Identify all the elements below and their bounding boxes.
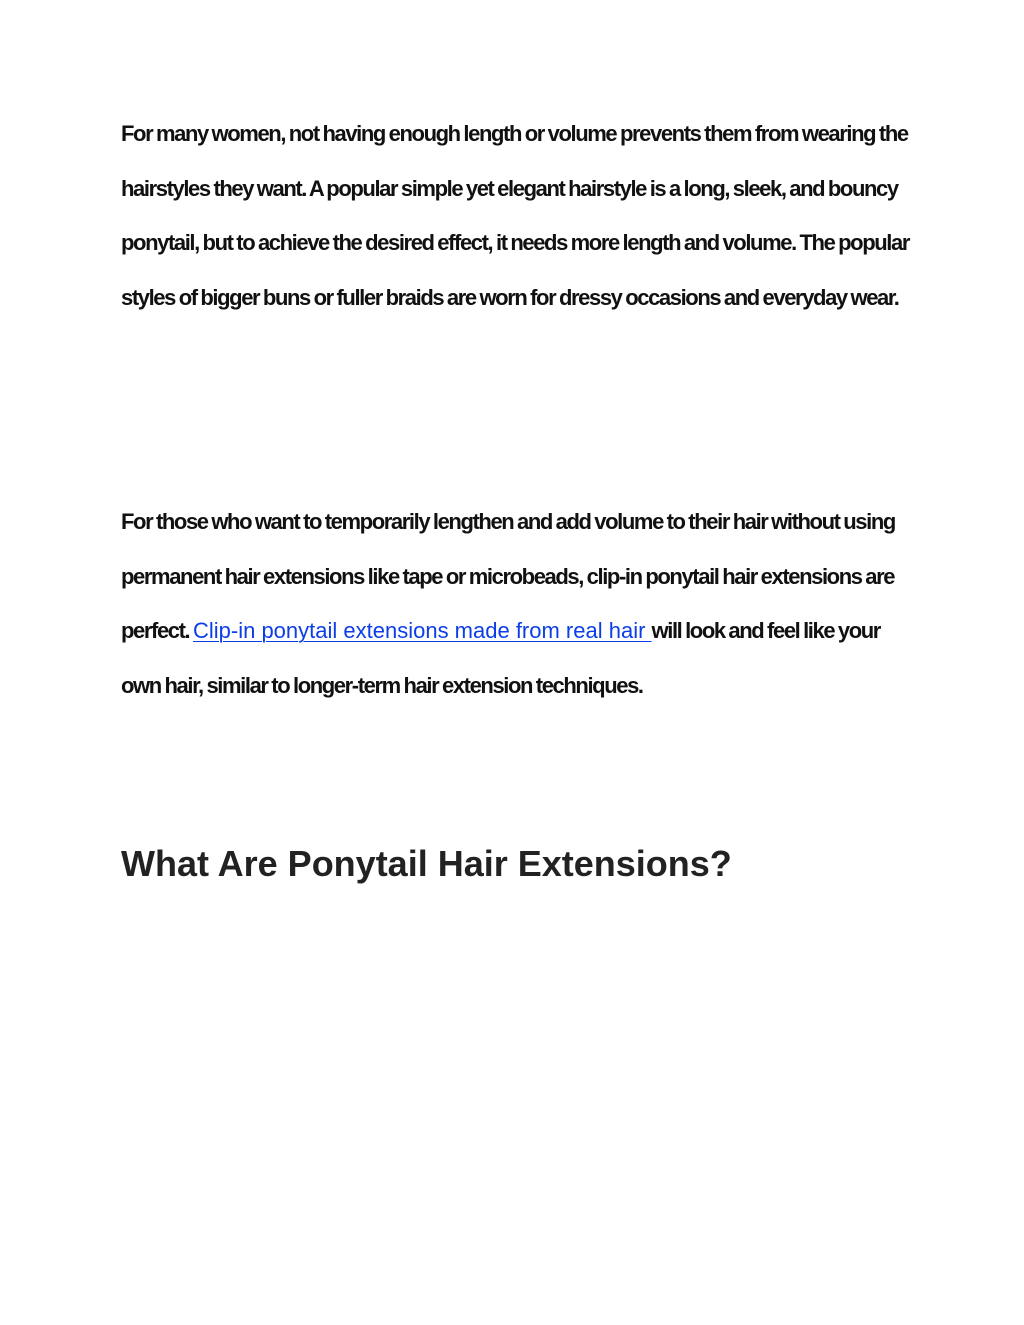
clip-in-ponytail-link[interactable]: Clip-in ponytail extensions made from real hair <box>192 618 652 643</box>
intro-paragraph: For many women, not having enough length or volume prevents them from wearing the hairstyles they want. A popular simple yet elegant hairstyle is a long, sleek, and bouncy ponytail, but to achieve the desired effect, it needs more length and volume. The popular styles of bigger buns or fuller braids are worn for dressy occasions and everyday wear. <box>121 121 910 310</box>
section-heading: What Are Ponytail Hair Extensions? <box>121 843 732 884</box>
clip-in-paragraph <box>121 495 911 713</box>
paragraph-text-after-link: will look and feel like your own hair, similar to longer-term hair extension techniques. <box>121 618 880 698</box>
paragraph-text-before-link: For those who want to temporarily lengthen and add volume to their hair without using permanent hair extensions like tape or microbeads, clip-in ponytail hair extensions are perfect. <box>121 509 895 643</box>
